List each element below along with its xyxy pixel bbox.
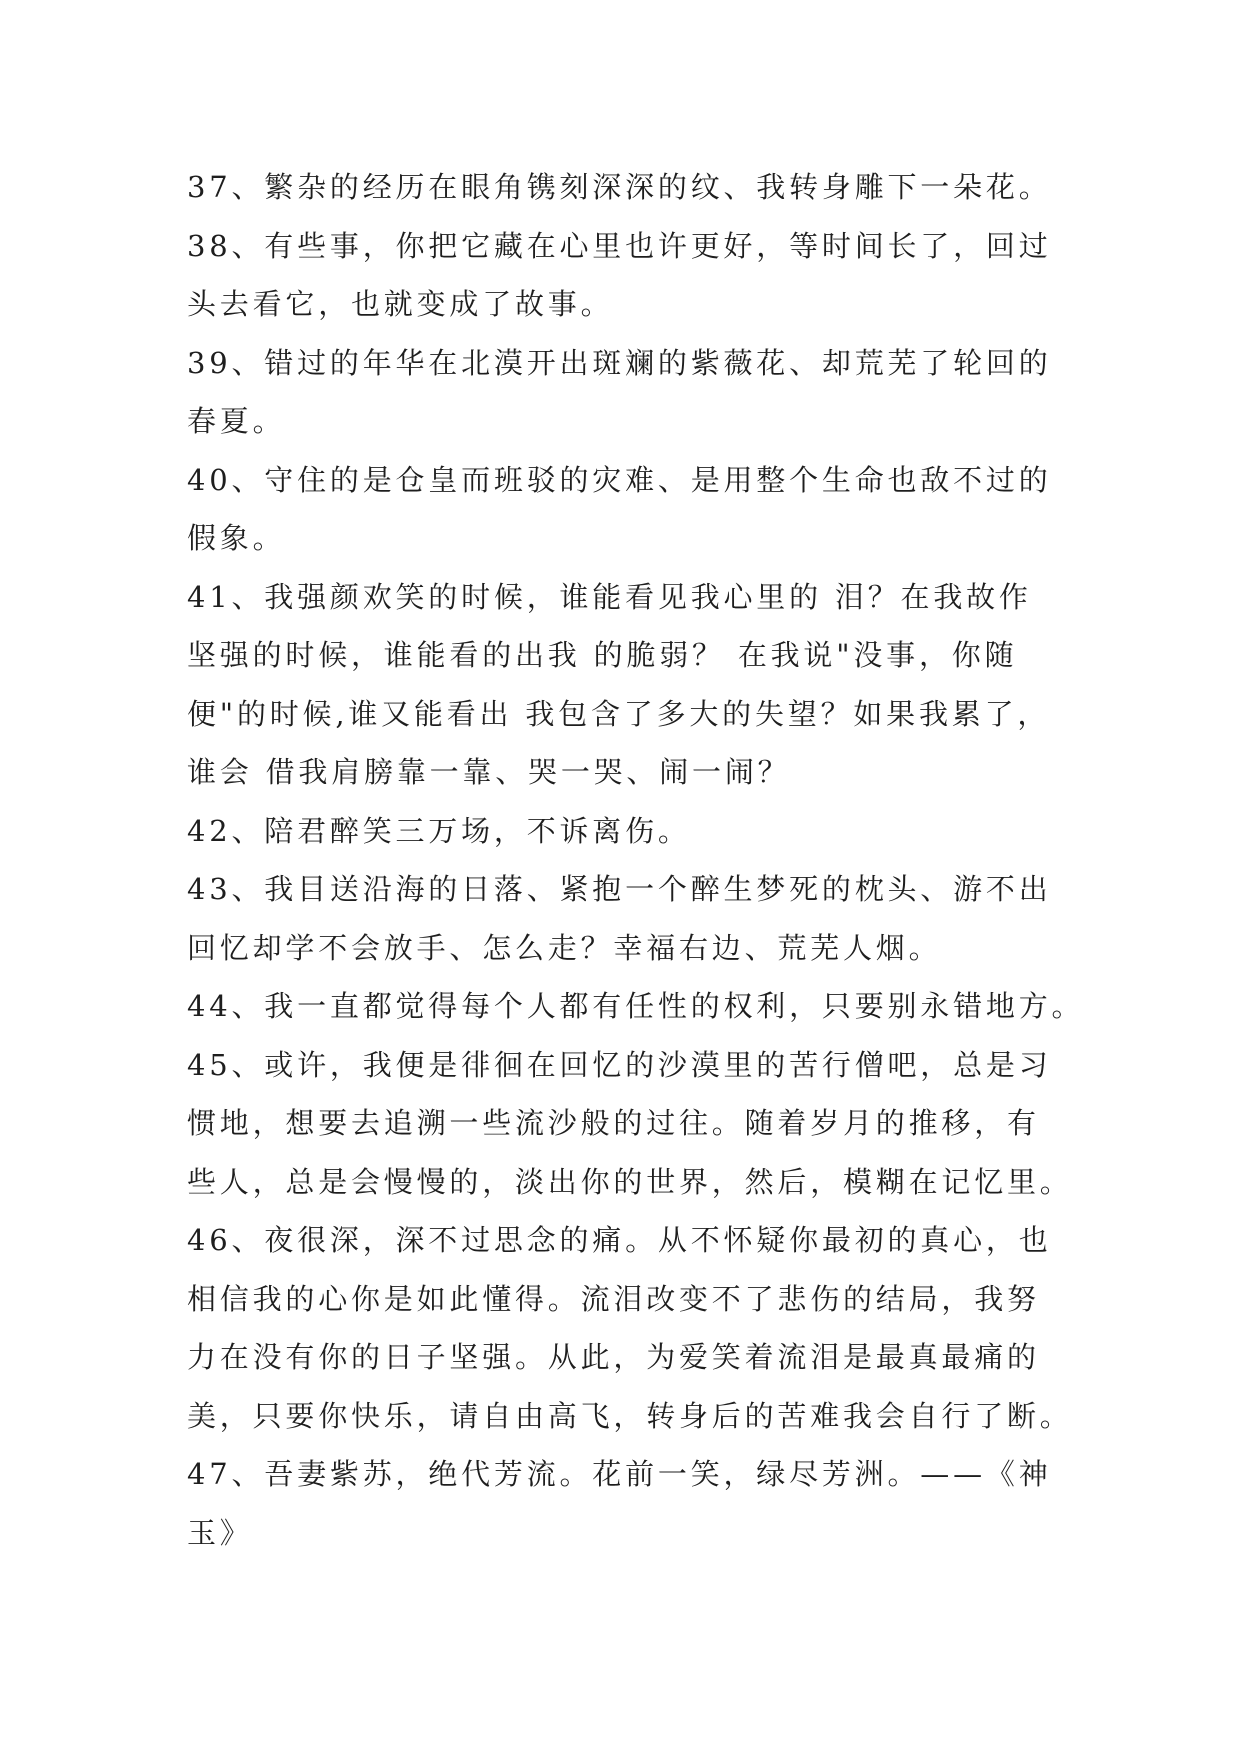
text-line: 42、陪君醉笑三万场，不诉离伤。 xyxy=(187,813,691,848)
document-body xyxy=(187,158,1085,1562)
text-line: 39、错过的年华在北漠开出斑斓的紫薇花、却荒芜了轮回的 xyxy=(187,345,1052,380)
text-line: 玉》 xyxy=(187,1515,253,1550)
text-line: 谁会 借我肩膀靠一靠、哭一哭、闹一闹？ xyxy=(187,755,791,789)
text-line: 41、我强颜欢笑的时候，谁能看见我心里的 泪？在我故作 xyxy=(187,579,1032,614)
text-line: 47、吾妻紫苏，绝代芳流。花前一笑，绿尽芳洲。——《神 xyxy=(187,1457,1052,1491)
text-line: 美，只要你快乐，请自由高飞，转身后的苦难我会自行了断。 xyxy=(187,1398,1073,1433)
text-line: 力在没有你的日子坚强。从此，为爱笑着流泪是最真最痛的 xyxy=(187,1340,1040,1374)
text-line: 45、或许，我便是徘徊在回忆的沙漠里的苦行僧吧，总是习 xyxy=(187,1047,1052,1082)
text-line: 46、夜很深，深不过思念的痛。从不怀疑你最初的真心，也 xyxy=(187,1223,1052,1257)
text-line: 37、繁杂的经历在眼角镌刻深深的纹、我转身雕下一朵花。 xyxy=(187,170,1052,204)
text-line: 44、我一直都觉得每个人都有任性的权利，只要别永错地方。 xyxy=(187,989,1085,1023)
text-line: 便"的时候,谁又能看出 我包含了多大的失望？如果我累了， xyxy=(187,696,1051,731)
text-line: 43、我目送沿海的日落、紧抱一个醉生梦死的枕头、游不出 xyxy=(187,872,1052,906)
text-line: 坚强的时候，谁能看的出我 的脆弱？ 在我说"没事，你随 xyxy=(187,638,1018,672)
text-line: 回忆却学不会放手、怎么走？幸福右边、荒芜人烟。 xyxy=(187,930,942,965)
text-line: 春夏。 xyxy=(187,404,286,438)
text-line: 假象。 xyxy=(187,521,286,555)
text-line: 38、有些事，你把它藏在心里也许更好，等时间长了，回过 xyxy=(187,228,1052,263)
text-line: 头去看它，也就变成了故事。 xyxy=(187,287,614,321)
text-line: 些人，总是会慢慢的，淡出你的世界，然后，模糊在记忆里。 xyxy=(187,1164,1073,1199)
text-line: 惯地，想要去追溯一些流沙般的过往。随着岁月的推移，有 xyxy=(187,1106,1040,1140)
text-line: 相信我的心你是如此懂得。流泪改变不了悲伤的结局，我努 xyxy=(187,1281,1040,1316)
text-line: 40、守住的是仓皇而班驳的灾难、是用整个生命也敌不过的 xyxy=(187,462,1052,497)
